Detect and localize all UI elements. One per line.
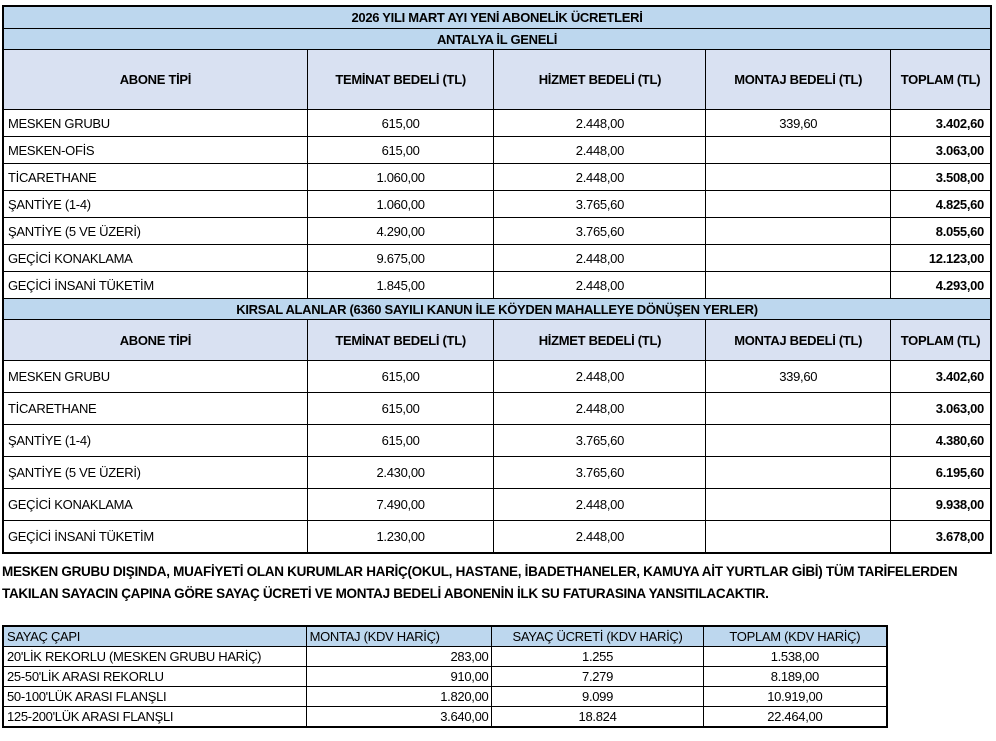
table-row [3, 425, 991, 457]
table-row [3, 110, 991, 137]
cell-montaj: 910,00 [306, 667, 492, 687]
cell-sayac-capi: 50-100'LÜK ARASI FLANŞLI [3, 687, 306, 707]
table-title-row [3, 6, 991, 29]
table-row [3, 272, 991, 299]
subscription-fees-table [2, 5, 992, 554]
cell-toplam: 8.189,00 [703, 667, 887, 687]
cell-hizmet: 2.448,00 [494, 137, 706, 164]
cell-toplam: 8.055,60 [891, 218, 991, 245]
cell-abone-tipi: ŞANTİYE (5 VE ÜZERİ) [3, 457, 307, 489]
cell-teminat: 615,00 [307, 425, 494, 457]
cell-toplam: 3.063,00 [891, 137, 991, 164]
column-header-sayac-capi: SAYAÇ ÇAPI [3, 626, 306, 647]
table-row [3, 393, 991, 425]
cell-hizmet: 2.448,00 [494, 272, 706, 299]
cell-sayac-capi: 125-200'LÜK ARASI FLANŞLI [3, 707, 306, 728]
cell-montaj [706, 164, 891, 191]
cell-toplam: 4.825,60 [891, 191, 991, 218]
section1-column-header-row [3, 50, 991, 110]
cell-toplam: 12.123,00 [891, 245, 991, 272]
cell-montaj [706, 457, 891, 489]
cell-montaj [706, 521, 891, 554]
cell-teminat: 615,00 [307, 137, 494, 164]
cell-montaj [706, 393, 891, 425]
meter-diameter-fee-table [2, 625, 888, 728]
table-row [3, 218, 991, 245]
cell-hizmet: 3.765,60 [494, 218, 706, 245]
section1-header-row [3, 29, 991, 50]
cell-teminat: 9.675,00 [307, 245, 494, 272]
cell-abone-tipi: TİCARETHANE [3, 393, 307, 425]
table-row [3, 489, 991, 521]
cell-abone-tipi: MESKEN GRUBU [3, 361, 307, 393]
column-header-toplam: TOPLAM (TL) [891, 320, 991, 361]
cell-montaj [706, 191, 891, 218]
cell-teminat: 615,00 [307, 361, 494, 393]
cell-toplam: 3.402,60 [891, 361, 991, 393]
cell-sayac-ucreti: 18.824 [492, 707, 703, 728]
cell-sayac-ucreti: 1.255 [492, 647, 703, 667]
table-row [3, 164, 991, 191]
column-header-montaj: MONTAJ BEDELİ (TL) [706, 320, 891, 361]
column-header-montaj-kdv: MONTAJ (KDV HARİÇ) [306, 626, 492, 647]
cell-abone-tipi: GEÇİCİ KONAKLAMA [3, 245, 307, 272]
cell-montaj [706, 245, 891, 272]
column-header-abone-tipi: ABONE TİPİ [3, 320, 307, 361]
cell-hizmet: 2.448,00 [494, 393, 706, 425]
table-row [3, 707, 887, 728]
cell-abone-tipi: GEÇİCİ İNSANİ TÜKETİM [3, 521, 307, 554]
cell-toplam: 3.402,60 [891, 110, 991, 137]
cell-hizmet: 2.448,00 [494, 489, 706, 521]
cell-montaj [706, 272, 891, 299]
cell-toplam: 4.380,60 [891, 425, 991, 457]
column-header-sayac-ucreti: SAYAÇ ÜCRETİ (KDV HARİÇ) [492, 626, 703, 647]
column-header-montaj: MONTAJ BEDELİ (TL) [706, 50, 891, 110]
cell-sayac-capi: 20'LİK REKORLU (MESKEN GRUBU HARİÇ) [3, 647, 306, 667]
cell-hizmet: 2.448,00 [494, 110, 706, 137]
cell-montaj [706, 425, 891, 457]
table-row [3, 191, 991, 218]
cell-abone-tipi: ŞANTİYE (1-4) [3, 425, 307, 457]
column-header-hizmet: HİZMET BEDELİ (TL) [494, 320, 706, 361]
cell-teminat: 1.060,00 [307, 164, 494, 191]
cell-hizmet: 2.448,00 [494, 521, 706, 554]
cell-abone-tipi: MESKEN GRUBU [3, 110, 307, 137]
cell-teminat: 615,00 [307, 393, 494, 425]
page-title: 2026 YILI MART AYI YENİ ABONELİK ÜCRETLERİ [3, 6, 991, 29]
cell-montaj [706, 137, 891, 164]
table-row [3, 521, 991, 554]
cell-teminat: 615,00 [307, 110, 494, 137]
column-header-toplam: TOPLAM (TL) [891, 50, 991, 110]
cell-toplam: 3.678,00 [891, 521, 991, 554]
cell-toplam: 1.538,00 [703, 647, 887, 667]
cell-sayac-capi: 25-50'LİK ARASI REKORLU [3, 667, 306, 687]
cell-montaj: 3.640,00 [306, 707, 492, 728]
cell-montaj: 339,60 [706, 361, 891, 393]
column-header-abone-tipi: ABONE TİPİ [3, 50, 307, 110]
meter-table-header-row [3, 626, 887, 647]
table-row [3, 647, 887, 667]
cell-montaj: 283,00 [306, 647, 492, 667]
cell-sayac-ucreti: 9.099 [492, 687, 703, 707]
cell-montaj [706, 489, 891, 521]
cell-teminat: 4.290,00 [307, 218, 494, 245]
cell-hizmet: 3.765,60 [494, 457, 706, 489]
cell-montaj: 1.820,00 [306, 687, 492, 707]
cell-montaj [706, 218, 891, 245]
cell-hizmet: 2.448,00 [494, 361, 706, 393]
cell-teminat: 2.430,00 [307, 457, 494, 489]
meter-fee-note: MESKEN GRUBU DIŞINDA, MUAFİYETİ OLAN KURUMLAR HARİÇ(OKUL, HASTANE, İBADETHANELER, KAMUYA AİT YURTLAR GİBİ) TÜM TARİFELERDEN TAKILAN SAYACIN ÇAPINA GÖRE SAYAÇ ÜCRETİ VE MONTAJ BEDELİ ABONENİN İLK SU FATURASINA YANSITILACAKTIR. [2, 564, 958, 601]
cell-toplam: 9.938,00 [891, 489, 991, 521]
cell-teminat: 1.230,00 [307, 521, 494, 554]
cell-toplam: 6.195,60 [891, 457, 991, 489]
table-row [3, 457, 991, 489]
section1-header: ANTALYA İL GENELİ [3, 29, 991, 50]
cell-abone-tipi: ŞANTİYE (5 VE ÜZERİ) [3, 218, 307, 245]
table-row [3, 361, 991, 393]
cell-abone-tipi: ŞANTİYE (1-4) [3, 191, 307, 218]
table-row [3, 667, 887, 687]
table-row [3, 245, 991, 272]
column-header-toplam-kdv: TOPLAM (KDV HARİÇ) [703, 626, 887, 647]
cell-abone-tipi: MESKEN-OFİS [3, 137, 307, 164]
section2-header: KIRSAL ALANLAR (6360 SAYILI KANUN İLE KÖYDEN MAHALLEYE DÖNÜŞEN YERLER) [3, 299, 991, 320]
column-header-teminat: TEMİNAT BEDELİ (TL) [307, 320, 494, 361]
cell-hizmet: 2.448,00 [494, 164, 706, 191]
cell-toplam: 4.293,00 [891, 272, 991, 299]
cell-toplam: 10.919,00 [703, 687, 887, 707]
cell-montaj: 339,60 [706, 110, 891, 137]
cell-hizmet: 3.765,60 [494, 425, 706, 457]
section2-column-header-row [3, 320, 991, 361]
column-header-hizmet: HİZMET BEDELİ (TL) [494, 50, 706, 110]
table-row [3, 137, 991, 164]
cell-toplam: 3.508,00 [891, 164, 991, 191]
cell-teminat: 1.060,00 [307, 191, 494, 218]
section2-header-row [3, 299, 991, 320]
cell-teminat: 7.490,00 [307, 489, 494, 521]
column-header-teminat: TEMİNAT BEDELİ (TL) [307, 50, 494, 110]
cell-toplam: 22.464,00 [703, 707, 887, 728]
cell-abone-tipi: GEÇİCİ KONAKLAMA [3, 489, 307, 521]
table-row [3, 687, 887, 707]
cell-abone-tipi: GEÇİCİ İNSANİ TÜKETİM [3, 272, 307, 299]
cell-hizmet: 2.448,00 [494, 245, 706, 272]
cell-abone-tipi: TİCARETHANE [3, 164, 307, 191]
cell-teminat: 1.845,00 [307, 272, 494, 299]
cell-toplam: 3.063,00 [891, 393, 991, 425]
cell-hizmet: 3.765,60 [494, 191, 706, 218]
cell-sayac-ucreti: 7.279 [492, 667, 703, 687]
